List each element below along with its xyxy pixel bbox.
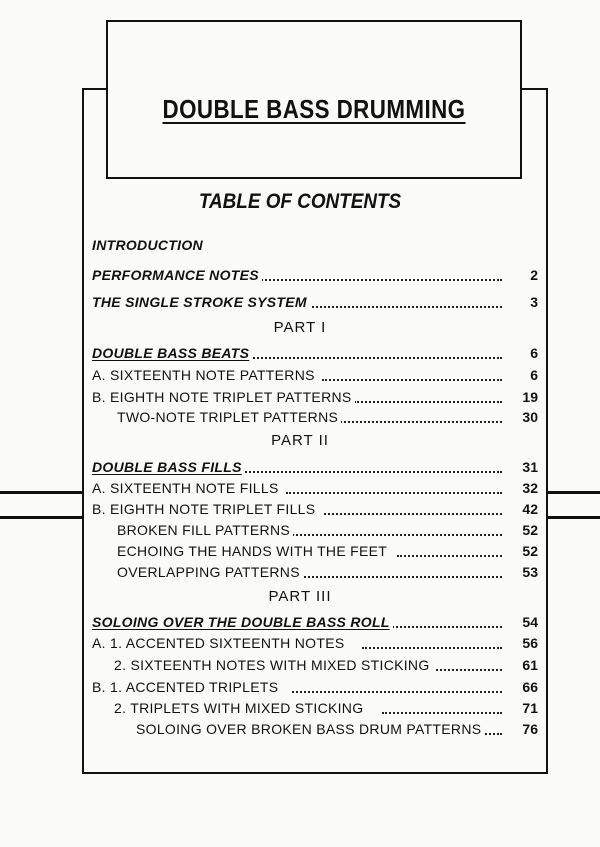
leader-dots bbox=[242, 279, 502, 281]
toc-entry-triplets-mixed-sticking[interactable] bbox=[114, 699, 540, 717]
entry-label: B. EIGHTH NOTE TRIPLET FILLS bbox=[92, 500, 318, 518]
leader-dots bbox=[382, 712, 502, 714]
entry-page: 53 bbox=[522, 564, 538, 580]
left-rule-top bbox=[0, 491, 84, 494]
entry-page: 71 bbox=[522, 700, 538, 716]
entry-label: INTRODUCTION bbox=[92, 236, 206, 254]
right-rule-top bbox=[544, 491, 600, 494]
toc-entry-soloing-broken-bass[interactable] bbox=[136, 720, 540, 738]
toc-entry-single-stroke[interactable] bbox=[92, 293, 540, 311]
entry-label: 2. SIXTEENTH NOTES WITH MIXED STICKING bbox=[114, 656, 433, 674]
entry-label: SOLOING OVER BROKEN BASS DRUM PATTERNS bbox=[136, 720, 484, 738]
leader-dots bbox=[286, 492, 502, 494]
leader-dots bbox=[238, 471, 502, 473]
entry-page: 31 bbox=[522, 459, 538, 475]
leader-dots bbox=[289, 534, 502, 536]
leader-dots bbox=[242, 357, 502, 359]
book-title: DOUBLE BASS DRUMMING bbox=[162, 94, 466, 124]
toc-entry-accented-triplets[interactable] bbox=[92, 678, 540, 696]
entry-page: 52 bbox=[522, 522, 538, 538]
entry-page: 2 bbox=[530, 267, 538, 283]
entry-page: 61 bbox=[522, 657, 538, 673]
entry-page: 66 bbox=[522, 679, 538, 695]
toc-entry-two-note-triplet-patterns[interactable] bbox=[117, 408, 540, 426]
left-rule-bottom bbox=[0, 516, 84, 519]
entry-page: 19 bbox=[522, 389, 538, 405]
toc-entry-accented-sixteenth[interactable] bbox=[92, 634, 540, 652]
leader-dots bbox=[331, 421, 502, 423]
leader-dots bbox=[324, 513, 502, 515]
toc-entry-double-bass-fills[interactable] bbox=[92, 458, 540, 476]
entry-page: 32 bbox=[522, 480, 538, 496]
leader-dots bbox=[322, 379, 502, 381]
entry-label: SOLOING OVER THE DOUBLE BASS ROLL bbox=[92, 613, 393, 631]
entry-page: 30 bbox=[522, 409, 538, 425]
entry-label: B. 1. ACCENTED TRIPLETS bbox=[92, 678, 281, 696]
entry-label: A. SIXTEENTH NOTE FILLS bbox=[92, 479, 282, 497]
entry-label: A. 1. ACCENTED SIXTEENTH NOTES bbox=[92, 634, 348, 652]
toc-entry-introduction[interactable] bbox=[92, 236, 532, 254]
toc-entry-eighth-note-triplet-fills[interactable] bbox=[92, 500, 540, 518]
leader-dots bbox=[397, 555, 502, 557]
title-box bbox=[106, 20, 522, 179]
entry-page: 3 bbox=[530, 294, 538, 310]
toc-entry-sixteenth-mixed-sticking[interactable] bbox=[114, 656, 540, 674]
entry-label: PERFORMANCE NOTES bbox=[92, 266, 262, 284]
entry-page: 6 bbox=[530, 345, 538, 361]
entry-page: 54 bbox=[522, 614, 538, 630]
entry-label: B. EIGHTH NOTE TRIPLET PATTERNS bbox=[92, 388, 355, 406]
toc-heading: TABLE OF CONTENTS bbox=[198, 190, 402, 213]
right-rule-bottom bbox=[544, 516, 600, 519]
entry-label: A. SIXTEENTH NOTE PATTERNS bbox=[92, 366, 318, 384]
leader-dots bbox=[436, 669, 502, 671]
toc-entry-performance-notes[interactable] bbox=[92, 266, 540, 284]
part-1-heading: PART I bbox=[273, 319, 327, 336]
entry-page: 56 bbox=[522, 635, 538, 651]
toc-entry-overlapping-patterns[interactable] bbox=[117, 563, 540, 581]
leader-dots bbox=[392, 626, 502, 628]
toc-entry-sixteenth-note-patterns[interactable] bbox=[92, 366, 540, 384]
entry-label: THE SINGLE STROKE SYSTEM bbox=[92, 293, 310, 311]
leader-dots bbox=[292, 306, 502, 308]
entry-page: 76 bbox=[522, 721, 538, 737]
part-2-heading: PART II bbox=[271, 432, 329, 449]
toc-entry-echoing-hands[interactable] bbox=[117, 542, 540, 560]
entry-label: BROKEN FILL PATTERNS bbox=[117, 521, 293, 539]
entry-label: 2. TRIPLETS WITH MIXED STICKING bbox=[114, 699, 366, 717]
toc-entry-sixteenth-note-fills[interactable] bbox=[92, 479, 540, 497]
entry-label: DOUBLE BASS BEATS bbox=[92, 344, 252, 362]
toc-entry-eighth-note-triplet-patterns[interactable] bbox=[92, 388, 540, 406]
entry-page: 42 bbox=[522, 501, 538, 517]
part-3-heading: PART III bbox=[268, 588, 332, 605]
entry-page: 6 bbox=[530, 367, 538, 383]
leader-dots bbox=[301, 576, 502, 578]
entry-page: 52 bbox=[522, 543, 538, 559]
entry-label: ECHOING THE HANDS WITH THE FEET bbox=[117, 542, 390, 560]
entry-label: TWO-NOTE TRIPLET PATTERNS bbox=[117, 408, 341, 426]
toc-entry-double-bass-beats[interactable] bbox=[92, 344, 540, 362]
entry-label: OVERLAPPING PATTERNS bbox=[117, 563, 303, 581]
leader-dots bbox=[354, 401, 502, 403]
entry-label: DOUBLE BASS FILLS bbox=[92, 458, 245, 476]
toc-entry-broken-fill-patterns[interactable] bbox=[117, 521, 540, 539]
leader-dots bbox=[292, 691, 502, 693]
toc-entry-soloing-over-roll[interactable] bbox=[92, 613, 540, 631]
leader-dots bbox=[362, 647, 502, 649]
